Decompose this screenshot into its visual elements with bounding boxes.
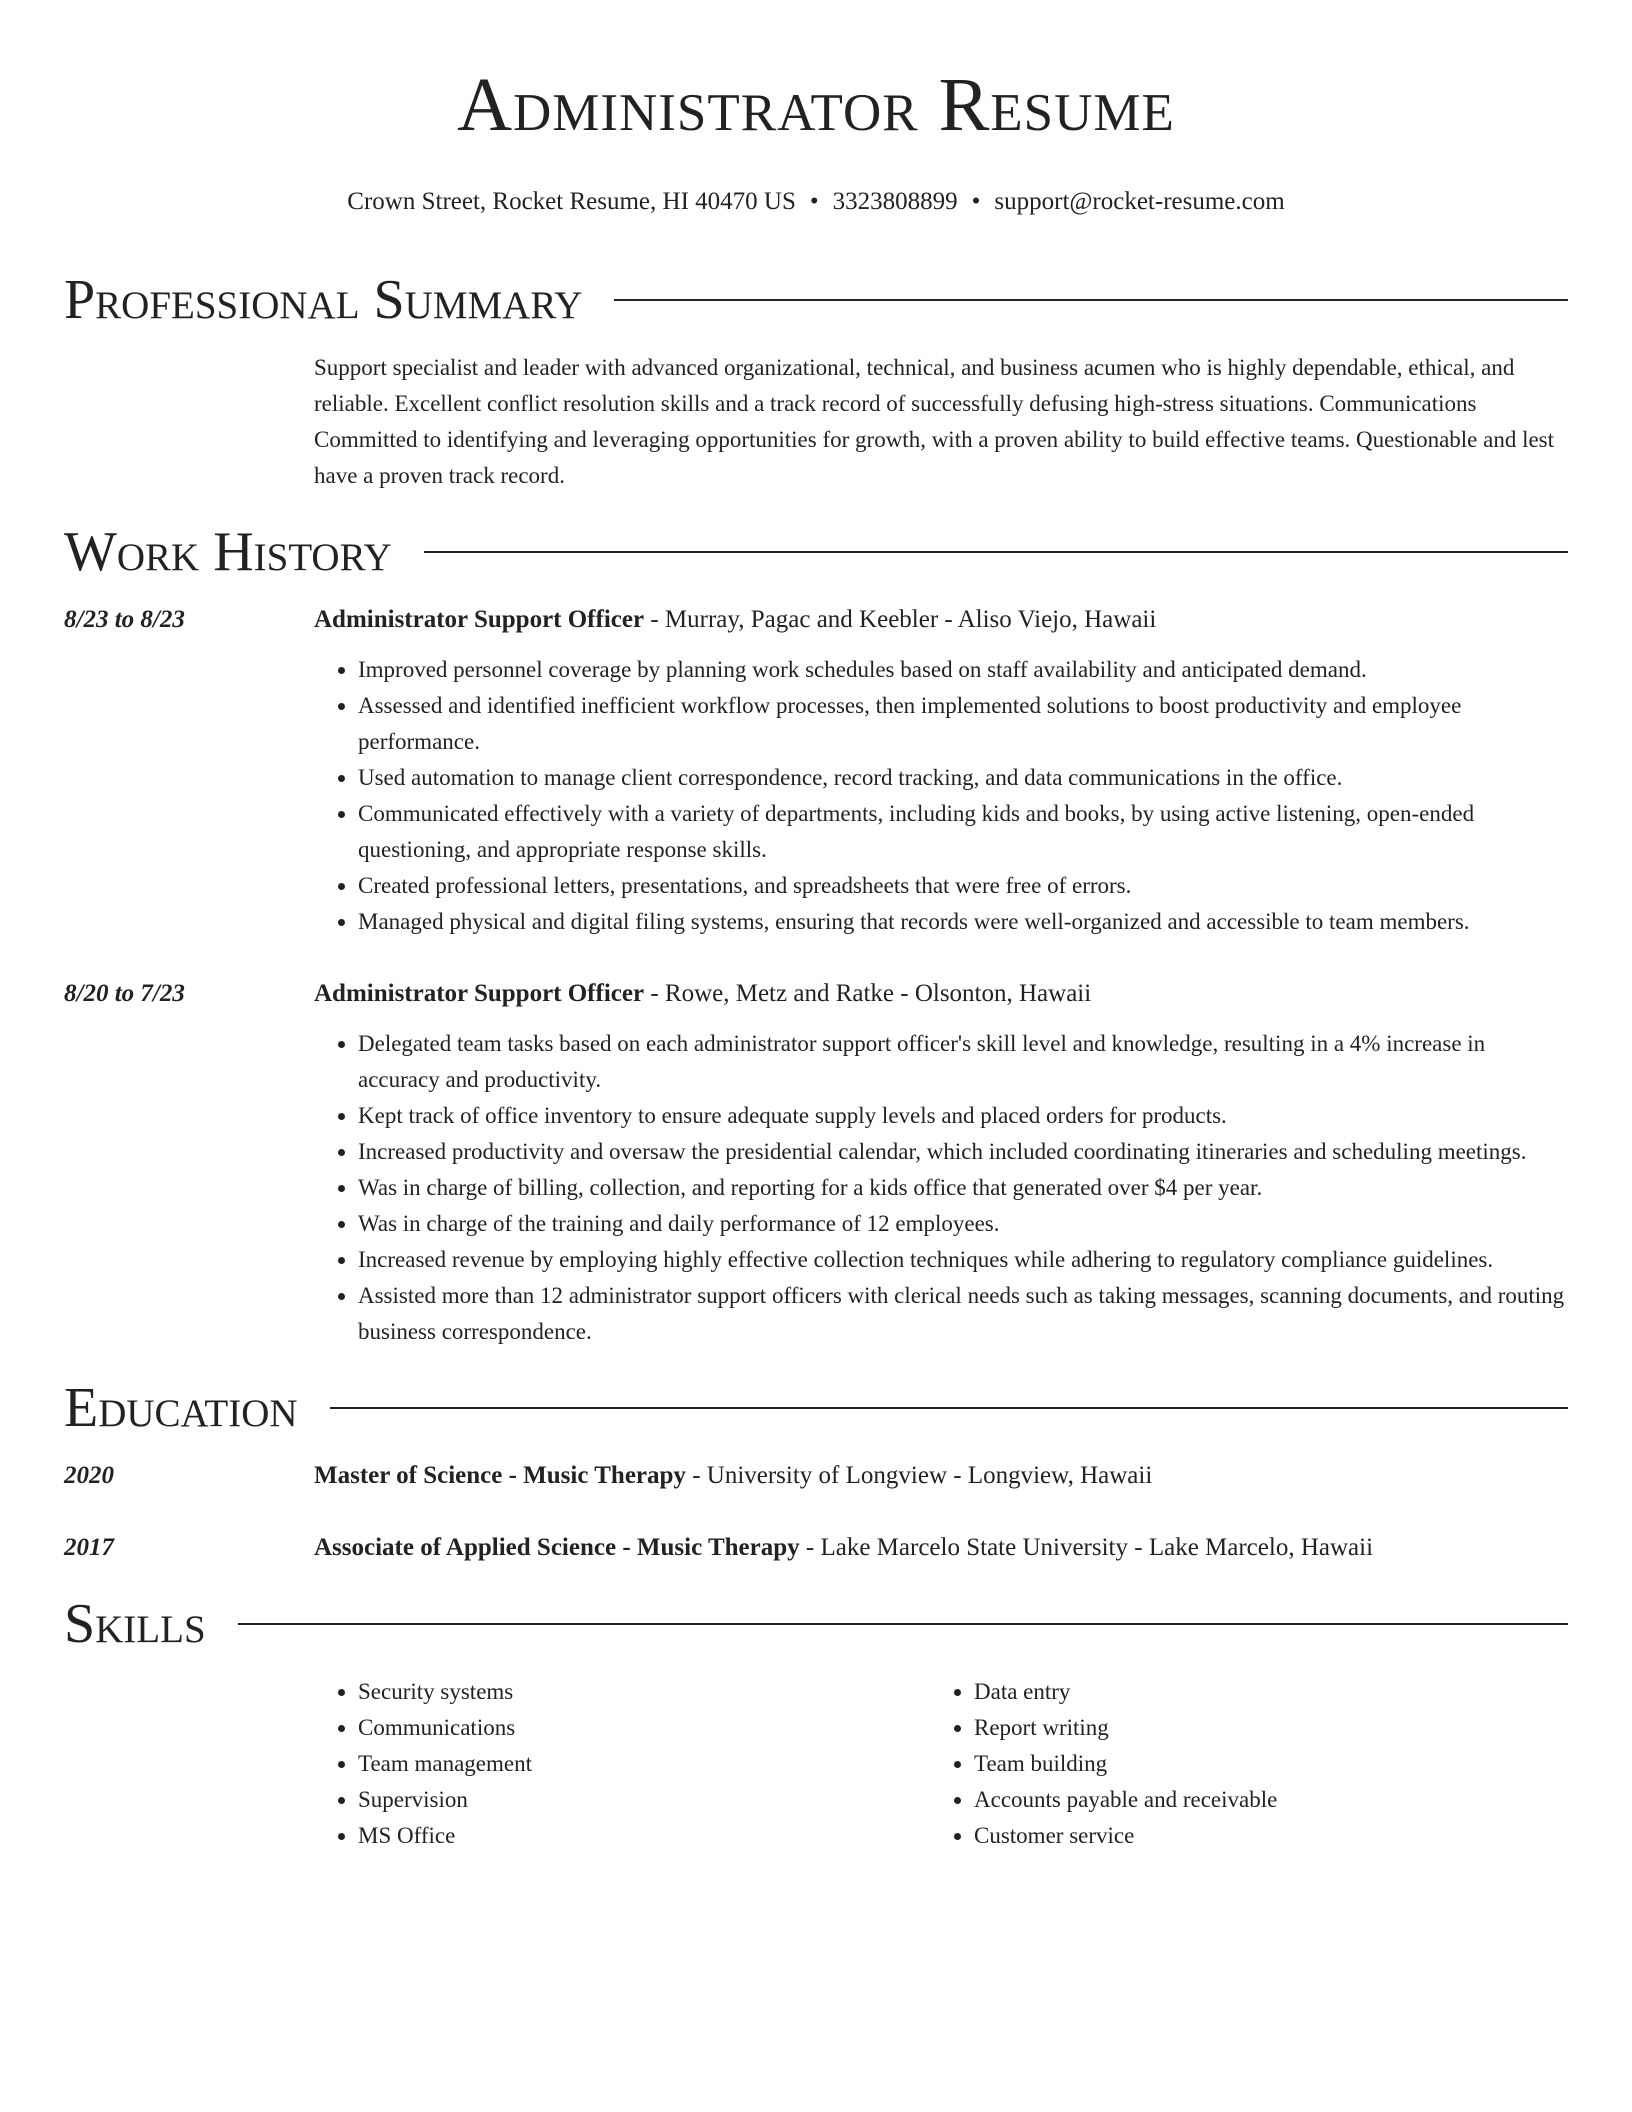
education-section-header xyxy=(64,1378,1568,1438)
job-role: Administrator Support Officer xyxy=(314,980,645,1007)
job-content xyxy=(314,602,1568,940)
contact-address: Crown Street, Rocket Resume, HI 40470 US xyxy=(347,188,796,215)
education-year: 2017 xyxy=(64,1534,114,1561)
job-bullet: • Assessed and identified inefficient workflow processes, then implemented solutions to boost productivity and employee performance. xyxy=(358,688,1568,760)
job-employer: - Murray, Pagac and Keebler - Aliso Viejo, Hawaii xyxy=(644,606,1157,633)
job-bullet: • Kept track of office inventory to ensure adequate supply levels and placed orders for products. xyxy=(358,1098,1568,1134)
education-headline xyxy=(314,1530,1568,1566)
job-content xyxy=(314,976,1568,1350)
section-divider xyxy=(330,1407,1568,1409)
education-year: 2020 xyxy=(64,1462,114,1489)
education-degree: Master of Science - Music Therapy xyxy=(314,1462,686,1489)
job-bullet: • Increased productivity and oversaw the presidential calendar, which included coordinating itineraries and scheduling meetings. xyxy=(358,1134,1568,1170)
contact-separator: • xyxy=(809,188,819,215)
job-bullet: • Used automation to manage client correspondence, record tracking, and data communications in the office. xyxy=(358,760,1568,796)
skill-item: • Team management xyxy=(358,1746,930,1782)
skill-item: • Data entry xyxy=(974,1674,1546,1710)
job-dates: 8/23 to 8/23 xyxy=(64,606,185,633)
job-bullet: • Delegated team tasks based on each administrator support officer's skill level and knowledge, resulting in a 4% increase in accuracy and productivity. xyxy=(358,1026,1568,1098)
job-employer: - Rowe, Metz and Ratke - Olsonton, Hawaii xyxy=(644,980,1092,1007)
job-bullets xyxy=(314,652,1568,940)
skill-item: • Supervision xyxy=(358,1782,930,1818)
job-bullet: • Was in charge of billing, collection, and reporting for a kids office that generated over $4 per year. xyxy=(358,1170,1568,1206)
skill-item: • Security systems xyxy=(358,1674,930,1710)
summary-heading: Professional Summary xyxy=(64,269,583,331)
education-school: - University of Longview - Longview, Hawaii xyxy=(685,1462,1153,1489)
skills-heading: Skills xyxy=(64,1593,206,1655)
job-bullet: • Assisted more than 12 administrator support officers with clerical needs such as taking messages, scanning documents, and routing business correspondence. xyxy=(358,1278,1568,1350)
work-heading: Work History xyxy=(64,521,392,583)
resume-title: Administrator Resume xyxy=(457,63,1175,147)
skills-column-left xyxy=(314,1674,930,1854)
job-entry xyxy=(64,976,1568,1350)
job-bullet: • Was in charge of the training and daily performance of 12 employees. xyxy=(358,1206,1568,1242)
skill-item: • Team building xyxy=(974,1746,1546,1782)
skills-list xyxy=(314,1674,1568,1854)
education-headline xyxy=(314,1458,1568,1494)
job-bullet: • Managed physical and digital filing systems, ensuring that records were well-organized and accessible to team members. xyxy=(358,904,1568,940)
job-headline xyxy=(314,602,1568,638)
contact-line xyxy=(64,186,1568,218)
skill-item: • Communications xyxy=(358,1710,930,1746)
job-bullets xyxy=(314,1026,1568,1350)
education-heading: Education xyxy=(64,1377,298,1439)
job-dates: 8/20 to 7/23 xyxy=(64,980,185,1007)
summary-text: Support specialist and leader with advanced organizational, technical, and business acumen who is highly dependable, ethical, and reliable. Excellent conflict resolution skills and a track record of successfully defusing high-stress situations. Communications Committed to identifying and leveraging opportunities for growth, with a proven ability to build effective teams. Questionable and lest have a proven track record. xyxy=(314,355,1555,488)
job-bullet: • Increased revenue by employing highly effective collection techniques while adhering to regulatory compliance guidelines. xyxy=(358,1242,1568,1278)
contact-email: support@rocket-resume.com xyxy=(994,188,1285,215)
skill-item: • Customer service xyxy=(974,1818,1546,1854)
contact-phone: 3323808899 xyxy=(832,188,958,215)
education-entry xyxy=(64,1458,1568,1494)
job-entry xyxy=(64,602,1568,940)
skills-section-header xyxy=(64,1594,1568,1654)
job-bullet: • Improved personnel coverage by planning work schedules based on staff availability and anticipated demand. xyxy=(358,652,1568,688)
section-divider xyxy=(238,1623,1568,1625)
skills-column-right xyxy=(930,1674,1546,1854)
job-bullet: • Created professional letters, presentations, and spreadsheets that were free of errors. xyxy=(358,868,1568,904)
section-divider xyxy=(614,299,1568,301)
education-degree: Associate of Applied Science - Music Therapy xyxy=(314,1534,800,1561)
job-headline xyxy=(314,976,1568,1012)
education-entry xyxy=(64,1530,1568,1566)
skill-item: • Report writing xyxy=(974,1710,1546,1746)
education-school: - Lake Marcelo State University - Lake Marcelo, Hawaii xyxy=(799,1534,1374,1561)
skill-item: • Accounts payable and receivable xyxy=(974,1782,1546,1818)
work-section-header xyxy=(64,522,1568,582)
job-role: Administrator Support Officer xyxy=(314,606,645,633)
job-bullet: • Communicated effectively with a variety of departments, including kids and books, by using active listening, open-ended questioning, and appropriate response skills. xyxy=(358,796,1568,868)
summary-section-header xyxy=(64,270,1568,330)
section-divider xyxy=(424,551,1568,553)
skill-item: • MS Office xyxy=(358,1818,930,1854)
contact-separator: • xyxy=(971,188,981,215)
